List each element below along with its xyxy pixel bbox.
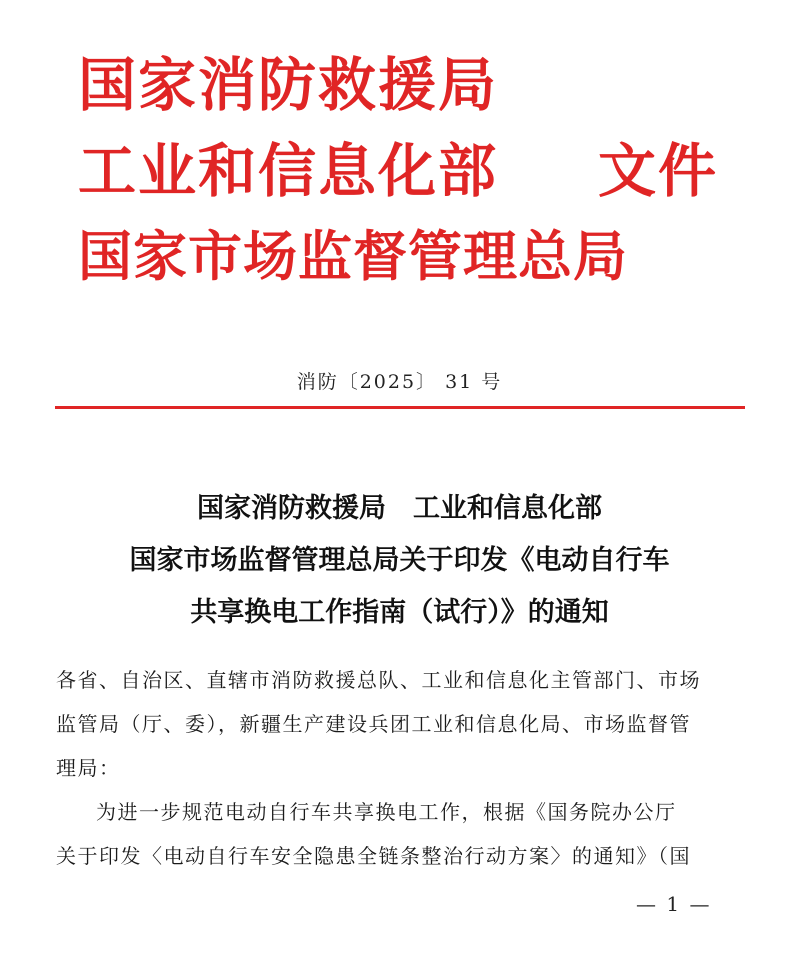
body-paragraph-line: 关于印发〈电动自行车安全隐患全链条整治行动方案〉的通知》（国: [56, 844, 691, 868]
issuer-market-regulation-administration: 国家市场监督管理总局: [78, 225, 628, 288]
addressee-line: 理局：: [56, 756, 121, 780]
issuer-fire-rescue-administration: 国家消防救援局: [78, 51, 499, 119]
document-suffix: 文件: [598, 137, 719, 205]
red-separator-line: [55, 406, 745, 409]
body-paragraph-line: 为进一步规范电动自行车共享换电工作，根据《国务院办公厅: [96, 800, 677, 824]
document-title-line: 共享换电工作指南（试行）》的通知: [190, 597, 609, 628]
document-title-line: 国家市场监督管理总局关于印发《电动自行车: [129, 545, 670, 576]
addressee-line: 各省、自治区、直辖市消防救援总队、工业和信息化主管部门、市场: [56, 668, 701, 692]
document-number: 消防〔2025〕 31 号: [296, 371, 503, 393]
document-title-line: 国家消防救援局 工业和信息化部: [197, 493, 602, 524]
addressee-line: 监管局（厅、委），新疆生产建设兵团工业和信息化局、市场监督管: [56, 712, 691, 736]
page-number: — 1 —: [636, 892, 712, 916]
issuer-ministry-of-industry: 工业和信息化部: [78, 137, 499, 205]
